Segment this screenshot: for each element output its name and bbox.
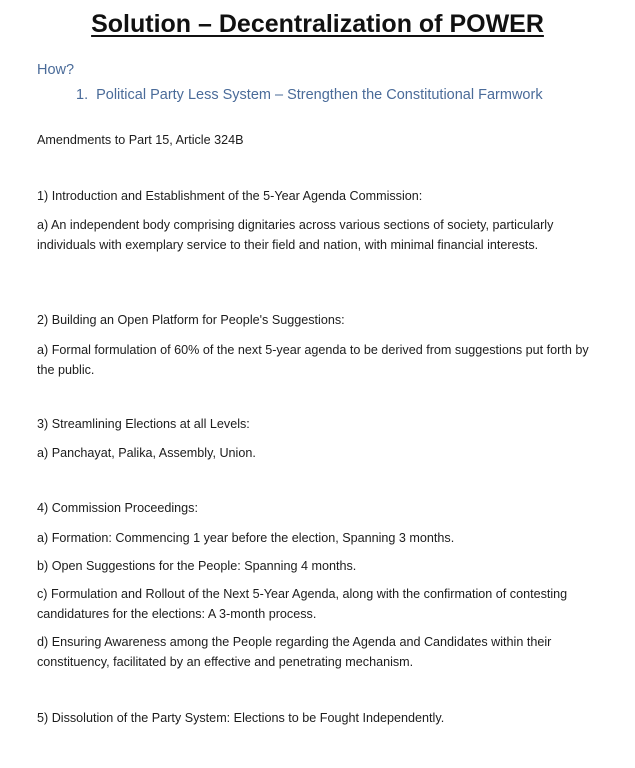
- section-2-point-a: a) Formal formulation of 60% of the next 5-year agenda to be derived from suggestions put forth by the public.: [37, 343, 589, 377]
- section-3-heading: 3) Streamlining Elections at all Levels:: [37, 417, 250, 431]
- section-4-heading: 4) Commission Proceedings:: [37, 501, 198, 515]
- how-label: How?: [37, 62, 75, 78]
- section-4-point-a: a) Formation: Commencing 1 year before the election, Spanning 3 months.: [37, 531, 455, 545]
- section-5-heading: 5) Dissolution of the Party System: Elections to be Fought Independently.: [37, 711, 445, 725]
- how-item-number: 1.: [76, 87, 89, 103]
- section-1-heading: 1) Introduction and Establishment of the 5-Year Agenda Commission:: [37, 189, 423, 203]
- section-1-point-a: a) An independent body comprising dignitaries across various sections of society, particularly individuals with exemplary service to their field and nation, with minimal financial interests.: [37, 218, 554, 252]
- section-3-point-a: a) Panchayat, Palika, Assembly, Union.: [37, 446, 256, 460]
- section-4-point-d: d) Ensuring Awareness among the People regarding the Agenda and Candidates within their constituency, facilitated by an effective and penetrating mechanism.: [37, 635, 552, 669]
- section-4-point-c: c) Formulation and Rollout of the Next 5-Year Agenda, along with the confirmation of contesting candidatures for the elections: A 3-month process.: [37, 587, 568, 621]
- section-2-heading: 2) Building an Open Platform for People's Suggestions:: [37, 313, 345, 327]
- how-item-text: Political Party Less System – Strengthen the Constitutional Farmwork: [96, 87, 543, 103]
- document-title: Solution – Decentralization of POWER: [91, 10, 544, 38]
- amendments-heading: Amendments to Part 15, Article 324B: [37, 133, 244, 147]
- section-4-point-b: b) Open Suggestions for the People: Spanning 4 months.: [37, 559, 357, 573]
- how-list-item: [76, 87, 543, 103]
